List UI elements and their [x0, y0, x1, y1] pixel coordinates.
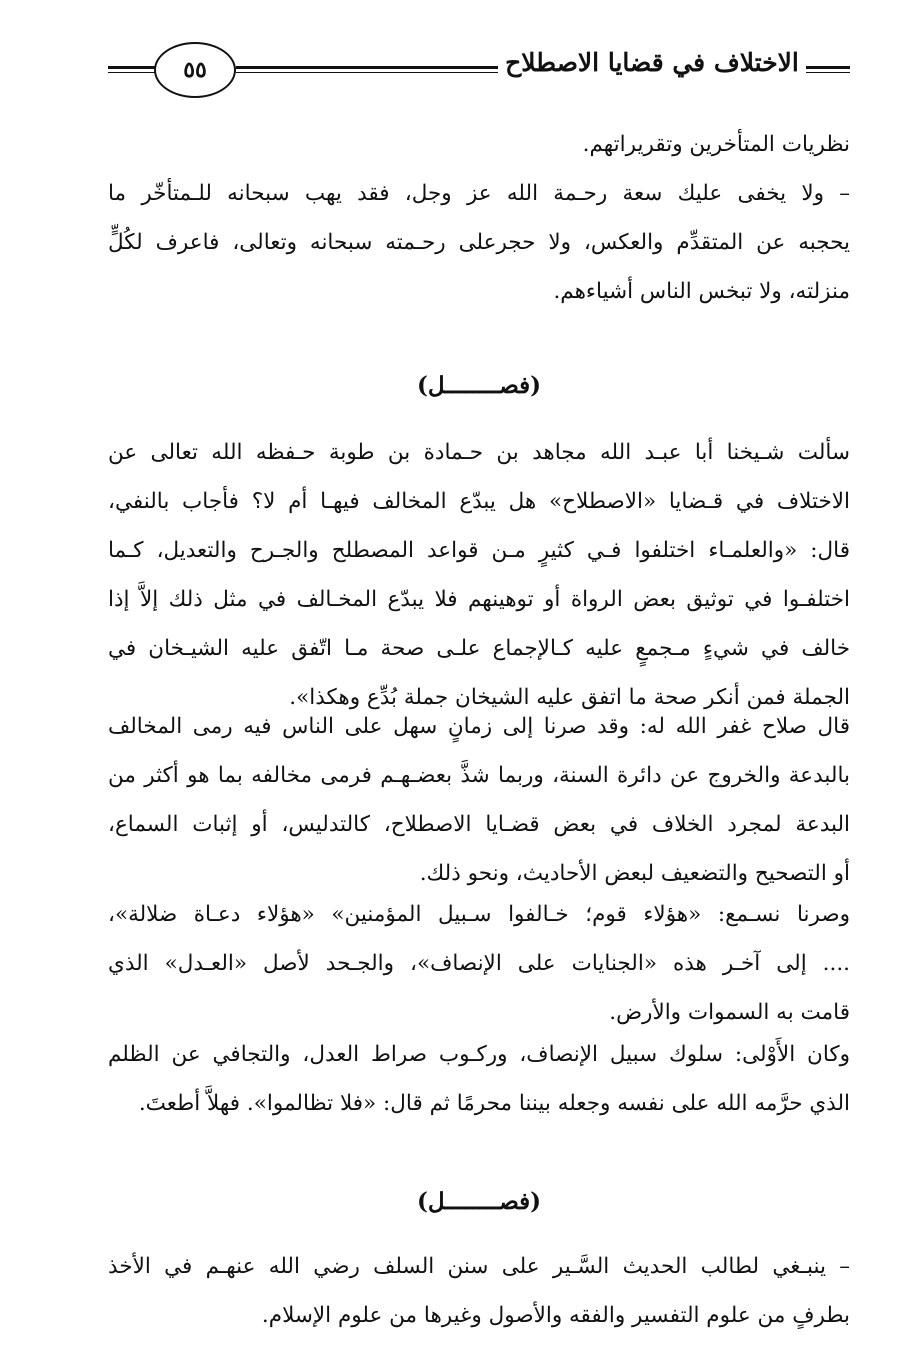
- paragraph-quotes: [108, 890, 850, 1037]
- text-line: الاختلاف في قـضايا «الاصطلاح» هل يبدّع المخالف فيهـا أم لا؟ فأجاب بالنفي،: [108, 489, 850, 514]
- text-line: خالف في شيءٍ مـجمعٍ عليه كـالإجماع علـى صحة مـا اتّفق عليه الشيـخان في: [108, 636, 850, 661]
- text-line: قال صلاح غفر الله له: وقد صرنا إلى زمانٍ سهل على الناس فيه رمى المخالف: [108, 714, 850, 739]
- text-line: بالبدعة والخروج عن دائرة السنة، وربما شذَّ بعضـهـم فرمى مخالفه بما هو أكثر من: [108, 763, 850, 788]
- text-line: أو التصحيح والتضعيف لبعض الأحاديث، ونحو ذلك.: [419, 861, 850, 886]
- text-line: – ينبـغي لطالب الحديث السَّـير على سنن السلف رضي الله عنهـم في الأخذ: [108, 1254, 850, 1279]
- page-number: ٥٥: [183, 57, 207, 83]
- text-line: بطرفٍ من علوم التفسير والفقه والأصول وغيرها من علوم الإسلام.: [261, 1303, 850, 1328]
- text-line: نظريات المتأخرين وتقريراتهم.: [582, 132, 850, 157]
- text-line: وكان الأَوْلى: سلوك سبيل الإنصاف، وركـوب صراط العدل، والتجافي عن الظلم: [108, 1042, 850, 1067]
- paragraph-final: [108, 1242, 850, 1340]
- section-heading: (فصــــــــل): [416, 1188, 542, 1215]
- text-line: قال: «والعلمـاء اختلفوا فـي كثيرٍ مـن قواعد المصطلح والجـرح والتعديل، كـما: [108, 538, 850, 563]
- text-line: سألت شـيخنا أبا عبـد الله مجاهد بن حـمادة بن طوبة حـفظه الله تعالى عن: [108, 440, 850, 465]
- text-line: وصرنا نسـمع: «هؤلاء قوم؛ خـالفوا سـبيل المؤمنين» «هؤلاء دعـاة ضلالة»،: [108, 902, 850, 927]
- paragraph-question: [108, 428, 850, 722]
- page-number-oval: [154, 42, 236, 98]
- text-line: .... إلى آخـر هذه «الجنايات على الإنصاف»، والجـحد لأصل «العـدل» الذي: [108, 951, 850, 976]
- header-rule-right: [806, 66, 850, 73]
- text-line: – ولا يخفى عليك سعة رحـمة الله عز وجل، فقد يهب سبحانه للـمتأخّر ما: [108, 181, 850, 206]
- text-line: الذي حرَّمه الله على نفسه وجعله بيننا محرمًا ثم قال: «فلا تظالموا». فهلاَّ أطعتَ.: [138, 1091, 850, 1116]
- running-title: الاختلاف في قضايا الاصطلاح: [505, 48, 799, 77]
- paragraph-commentary: [108, 702, 850, 898]
- text-line: قامت به السموات والأرض.: [609, 1000, 850, 1025]
- header-rule-middle: [236, 66, 498, 73]
- paragraph-intro: [108, 120, 850, 316]
- text-line: منزلته، ولا تبخس الناس أشياءهم.: [553, 279, 850, 304]
- header-rule-left: [108, 66, 156, 73]
- section-heading: (فصــــــــل): [416, 372, 542, 399]
- text-line: الجملة فمن أنكر صحة ما اتفق عليه الشيخان جملة بُدِّع وهكذا».: [289, 685, 850, 710]
- text-line: يحجبه عن المتقدِّم والعكس، ولا حجرعلى رحـمته سبحانه وتعالى، فاعرف لكُلٍّ: [108, 230, 850, 255]
- page-header: [108, 36, 850, 106]
- text-line: اختلفـوا في توثيق بعض الرواة أو توهينهم فلا يبدّع المخـالف في مثل ذلك إلاَّ إذا: [108, 587, 850, 612]
- paragraph-advice: [108, 1030, 850, 1128]
- text-line: البدعة لمجرد الخلاف في بعض قضـايا الاصطلاح، كالتدليس، أو إثبات السماع،: [108, 812, 850, 837]
